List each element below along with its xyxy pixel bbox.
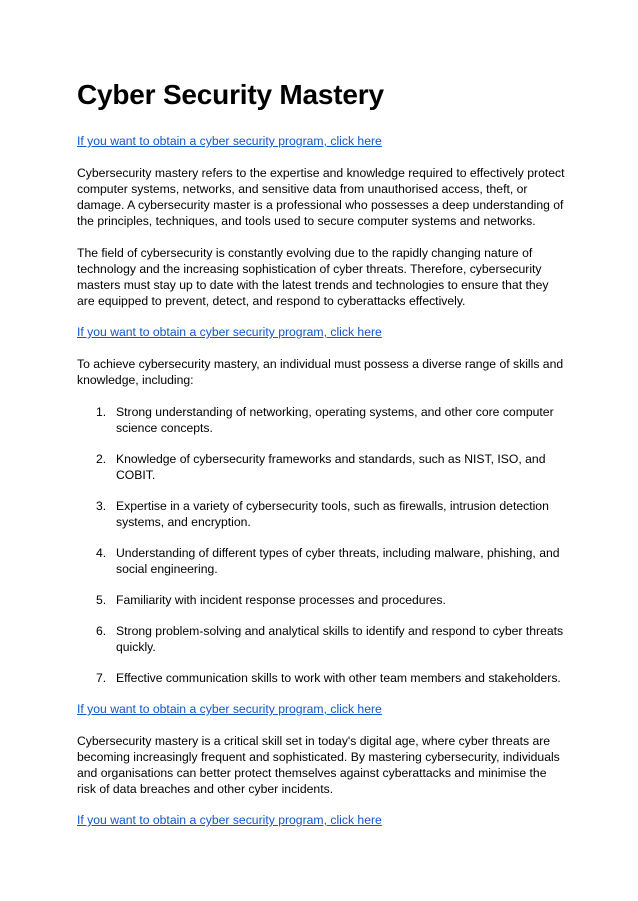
- paragraph-conclusion: Cybersecurity mastery is a critical skill set in today's digital age, where cyber threats are becoming increasingly frequent and sophisticated. By mastering cybersecurity, individuals and organisations can better protect themselves against cyberattacks and minimise the risk of data breaches and other cyber incidents.: [77, 734, 560, 796]
- list-item-text: Understanding of different types of cyber threats, including malware, phishing, and social engineering.: [116, 546, 560, 576]
- list-number: 6.: [96, 624, 107, 638]
- list-number: 3.: [96, 499, 107, 513]
- list-item: [77, 545, 565, 577]
- list-item: [77, 451, 565, 483]
- skills-list: [77, 404, 565, 686]
- program-link-1[interactable]: If you want to obtain a cyber security program, click here: [77, 134, 382, 148]
- program-link-4[interactable]: If you want to obtain a cyber security program, click here: [77, 813, 382, 827]
- list-number: 1.: [96, 405, 107, 419]
- list-item-text: Familiarity with incident response processes and procedures.: [116, 593, 446, 607]
- list-item-text: Knowledge of cybersecurity frameworks and standards, such as NIST, ISO, and COBIT.: [116, 452, 546, 482]
- list-number: 5.: [96, 593, 107, 607]
- program-link-3[interactable]: If you want to obtain a cyber security program, click here: [77, 702, 382, 716]
- list-number: 2.: [96, 452, 107, 466]
- paragraph-field: The field of cybersecurity is constantly evolving due to the rapidly changing nature of technology and the increasing sophistication of cyber threats. Therefore, cybersecurity masters must stay up to date with the latest trends and technologies to ensure that they are equipped to prevent, detect, and respond to cyberattacks effectively.: [77, 246, 549, 308]
- list-number: 4.: [96, 546, 107, 560]
- list-item: [77, 592, 565, 608]
- list-number: 7.: [96, 671, 107, 685]
- paragraph-intro: Cybersecurity mastery refers to the expertise and knowledge required to effectively protect computer systems, networks, and sensitive data from unauthorised access, theft, or damage. A cybersecurity master is a professional who possesses a deep understanding of the principles, techniques, and tools used to secure computer systems and networks.: [77, 166, 565, 228]
- list-item: [77, 404, 565, 436]
- list-item: [77, 670, 565, 686]
- document-page: [77, 76, 565, 828]
- list-item-text: Expertise in a variety of cybersecurity tools, such as firewalls, intrusion detection systems, and encryption.: [116, 499, 549, 529]
- list-item-text: Effective communication skills to work with other team members and stakeholders.: [116, 671, 561, 685]
- page-title: Cyber Security Mastery: [77, 79, 384, 110]
- list-item: [77, 498, 565, 530]
- list-item-text: Strong problem-solving and analytical skills to identify and respond to cyber threats quickly.: [116, 624, 564, 654]
- paragraph-skills-intro: To achieve cybersecurity mastery, an individual must possess a diverse range of skills and knowledge, including:: [77, 357, 564, 387]
- list-item: [77, 623, 565, 655]
- list-item-text: Strong understanding of networking, operating systems, and other core computer science concepts.: [116, 405, 554, 435]
- program-link-2[interactable]: If you want to obtain a cyber security program, click here: [77, 325, 382, 339]
